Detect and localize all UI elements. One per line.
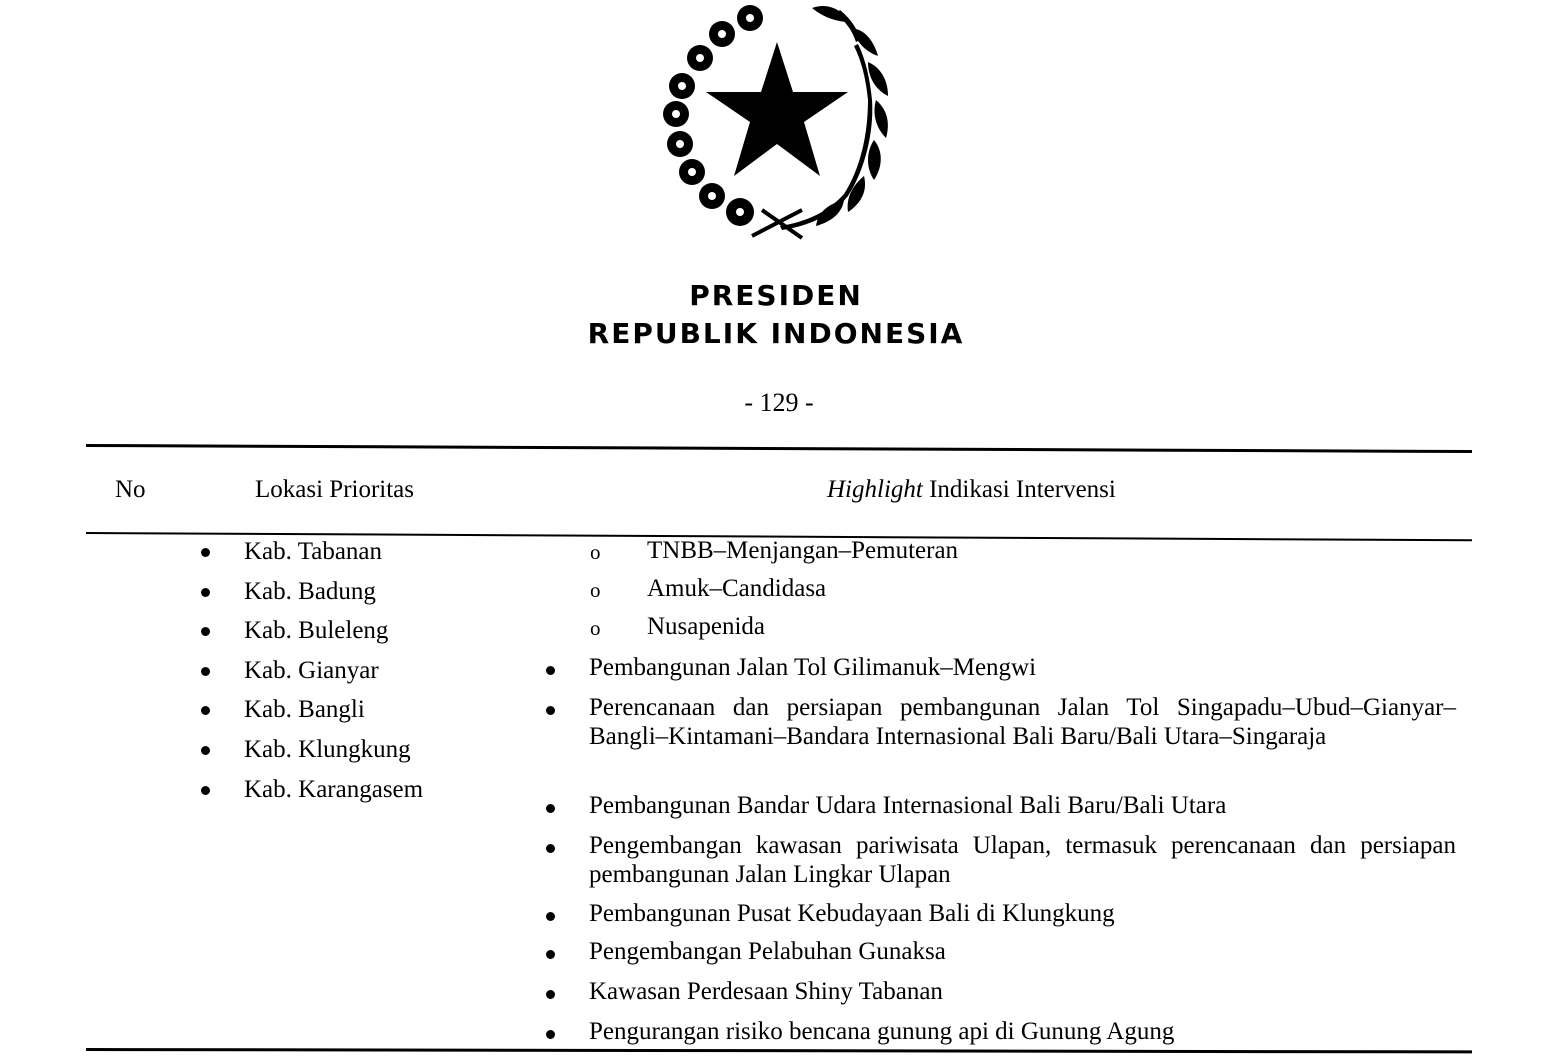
header-title-republik: REPUBLIK INDONESIA xyxy=(587,317,965,350)
bullet-icon xyxy=(546,990,555,999)
bullet-icon xyxy=(546,666,555,675)
list-item xyxy=(196,694,526,734)
lokasi-label: Kab. Karangasem xyxy=(244,775,424,803)
intervention-label: Pembangunan Jalan Tol Gilimanuk–Mengwi xyxy=(589,654,1037,681)
bullet-icon xyxy=(201,667,210,676)
bullet-icon xyxy=(201,548,210,557)
sub-marker-icon: o xyxy=(590,616,601,640)
intervention-label: Perencanaan dan persiapan pembangunan Jalan Tol Singapadu–Ubud–Gianyar–Bangli–Kintamani–Bandara Internasional Bali Baru/Bali Utara–Singaraja xyxy=(589,694,1456,750)
list-item xyxy=(540,831,1456,889)
sub-marker-icon: o xyxy=(590,578,601,602)
intervention-label: Kawasan Perdesaan Shiny Tabanan xyxy=(589,978,943,1005)
lokasi-label: Kab. Tabanan xyxy=(244,538,383,565)
lokasi-label: Kab. Buleleng xyxy=(244,617,389,645)
bullet-icon xyxy=(201,627,210,636)
bullet-icon xyxy=(201,746,210,755)
bullet-icon xyxy=(201,706,210,715)
list-item xyxy=(540,791,1456,820)
list-item xyxy=(540,977,1456,1006)
list-item xyxy=(196,655,526,695)
bullet-icon xyxy=(546,844,555,853)
list-item xyxy=(196,576,526,616)
list-item xyxy=(540,1017,1456,1046)
presidential-emblem-icon xyxy=(652,0,902,242)
intervention-label: Pengurangan risiko bencana gunung api di Gunung Agung xyxy=(589,1018,1175,1045)
bullet-icon xyxy=(546,804,555,813)
column-header-lokasi: Lokasi Prioritas xyxy=(255,476,415,503)
page-number: - 129 - xyxy=(744,388,814,417)
lokasi-list xyxy=(196,536,526,813)
lokasi-label: Kab. Badung xyxy=(244,577,376,605)
column-header-no: No xyxy=(115,476,146,503)
bullet-icon xyxy=(546,706,555,715)
intervention-label: Pembangunan Pusat Kebudayaan Bali di Klungkung xyxy=(589,900,1115,927)
header-title-presiden: PRESIDEN xyxy=(689,279,863,312)
list-item xyxy=(540,693,1456,751)
intervention-label: Pengembangan kawasan pariwisata Ulapan, termasuk perencanaan dan persiapan pembangunan Jalan Lingkar Ulapan xyxy=(589,832,1456,888)
list-item xyxy=(196,734,526,774)
list-item xyxy=(196,774,526,814)
bullet-icon xyxy=(546,912,555,921)
list-item xyxy=(540,653,1456,682)
table-top-rule xyxy=(86,444,1472,453)
intervention-label: Pembangunan Bandar Udara Internasional Bali Baru/Bali Utara xyxy=(589,792,1227,819)
list-item xyxy=(196,615,526,655)
list-item xyxy=(196,536,526,576)
intervention-label: Pengembangan Pelabuhan Gunaksa xyxy=(589,938,946,965)
sub-marker-icon: o xyxy=(590,540,601,564)
table-bottom-rule xyxy=(86,1048,1472,1053)
list-item xyxy=(540,937,1456,966)
column-header-highlight-italic: Highlight xyxy=(827,476,923,503)
lokasi-label: Kab. Gianyar xyxy=(244,656,379,684)
bullet-icon xyxy=(201,786,210,795)
lokasi-label: Kab. Bangli xyxy=(244,696,365,724)
sub-item-label: Nusapenida xyxy=(647,613,766,640)
sub-item-label: Amuk–Candidasa xyxy=(647,575,827,602)
column-header-highlight-rest: Indikasi Intervensi xyxy=(922,476,1116,503)
bullet-icon xyxy=(546,950,555,959)
sub-item-label: TNBB–Menjangan–Pemuteran xyxy=(647,537,959,564)
list-item xyxy=(540,899,1456,928)
lokasi-label: Kab. Klungkung xyxy=(244,735,411,763)
bullet-icon xyxy=(201,588,210,597)
column-header-highlight xyxy=(827,476,1116,504)
bullet-icon xyxy=(546,1030,555,1039)
